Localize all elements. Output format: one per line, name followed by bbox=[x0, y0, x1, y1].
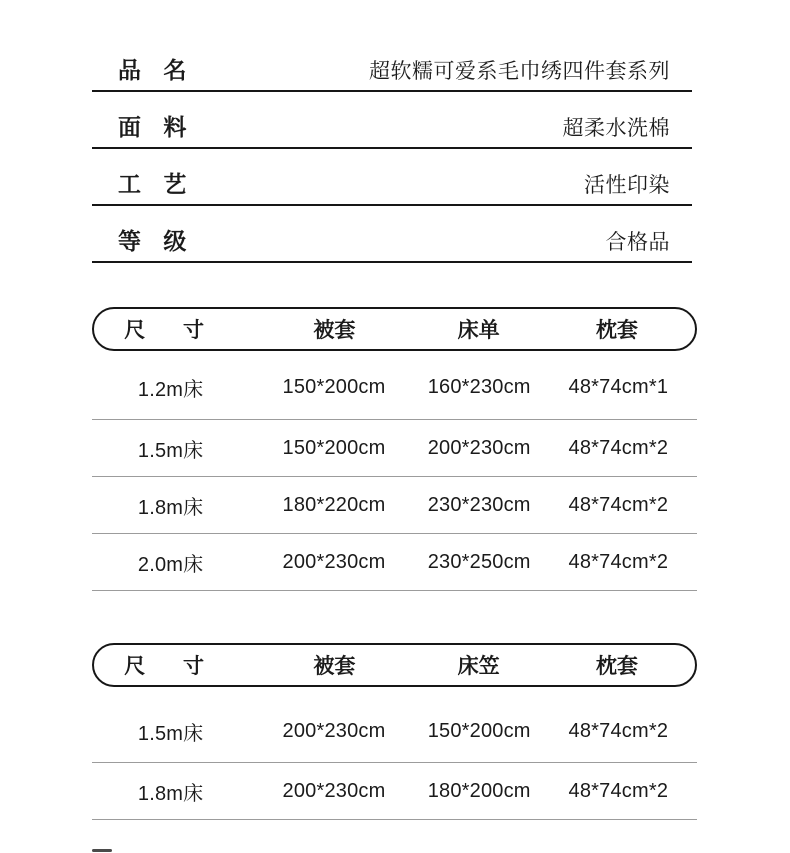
spec-value: 超柔水洗棉 bbox=[562, 116, 670, 140]
table-cell: 160*230cm bbox=[427, 375, 531, 398]
table-cell: 1.8m床 bbox=[137, 782, 204, 805]
table-cell: 48*74cm*2 bbox=[568, 436, 669, 459]
header-cell-fitted-sheet: 床笠 bbox=[457, 655, 500, 678]
size-table-2-body bbox=[92, 700, 697, 820]
table-row bbox=[92, 420, 697, 477]
header-cell-size: 尺 寸 bbox=[124, 655, 221, 678]
table-cell: 48*74cm*2 bbox=[568, 779, 669, 802]
spec-label: 面 料 bbox=[118, 113, 195, 140]
next-section-cutoff-line bbox=[92, 849, 112, 852]
spec-label: 等 级 bbox=[118, 227, 195, 254]
table-cell: 150*200cm bbox=[282, 375, 386, 398]
table-cell: 200*230cm bbox=[427, 436, 531, 459]
spec-row-product-name bbox=[92, 35, 692, 92]
spec-row-grade bbox=[92, 206, 692, 263]
table-cell: 1.8m床 bbox=[137, 496, 204, 519]
spec-row-craft bbox=[92, 149, 692, 206]
table-cell: 180*220cm bbox=[282, 493, 386, 516]
header-cell-size: 尺 寸 bbox=[124, 319, 221, 342]
table-cell: 150*200cm bbox=[282, 436, 386, 459]
table-cell: 230*250cm bbox=[427, 550, 531, 573]
table-cell: 48*74cm*2 bbox=[568, 719, 669, 742]
header-cell-pillowcase: 枕套 bbox=[595, 655, 638, 678]
table-cell: 48*74cm*1 bbox=[568, 375, 669, 398]
spec-value: 超软糯可爱系毛巾绣四件套系列 bbox=[369, 59, 670, 83]
table-cell: 1.5m床 bbox=[137, 722, 204, 745]
table-cell: 200*230cm bbox=[282, 550, 386, 573]
spec-value: 合格品 bbox=[605, 230, 670, 254]
table-cell: 1.2m床 bbox=[137, 378, 204, 401]
table-cell: 2.0m床 bbox=[137, 553, 204, 576]
table-row bbox=[92, 534, 697, 591]
spec-list bbox=[92, 35, 692, 263]
spec-label: 品 名 bbox=[118, 56, 195, 83]
size-table-1-header bbox=[92, 307, 697, 351]
spec-row-fabric bbox=[92, 92, 692, 149]
table-cell: 200*230cm bbox=[282, 779, 386, 802]
table-row bbox=[92, 763, 697, 820]
spec-value: 活性印染 bbox=[584, 173, 670, 197]
header-cell-duvet-cover: 被套 bbox=[313, 655, 356, 678]
size-table-2-header bbox=[92, 643, 697, 687]
spec-label: 工 艺 bbox=[118, 170, 195, 197]
table-cell: 150*200cm bbox=[427, 719, 531, 742]
table-cell: 230*230cm bbox=[427, 493, 531, 516]
table-cell: 48*74cm*2 bbox=[568, 493, 669, 516]
size-table-1-body bbox=[92, 355, 697, 591]
table-row bbox=[92, 477, 697, 534]
header-cell-pillowcase: 枕套 bbox=[595, 319, 638, 342]
table-cell: 200*230cm bbox=[282, 719, 386, 742]
header-cell-duvet-cover: 被套 bbox=[313, 319, 356, 342]
table-row bbox=[92, 700, 697, 763]
table-row bbox=[92, 355, 697, 420]
table-cell: 1.5m床 bbox=[137, 439, 204, 462]
header-cell-bed-sheet: 床单 bbox=[457, 319, 500, 342]
table-cell: 48*74cm*2 bbox=[568, 550, 669, 573]
table-cell: 180*200cm bbox=[427, 779, 531, 802]
